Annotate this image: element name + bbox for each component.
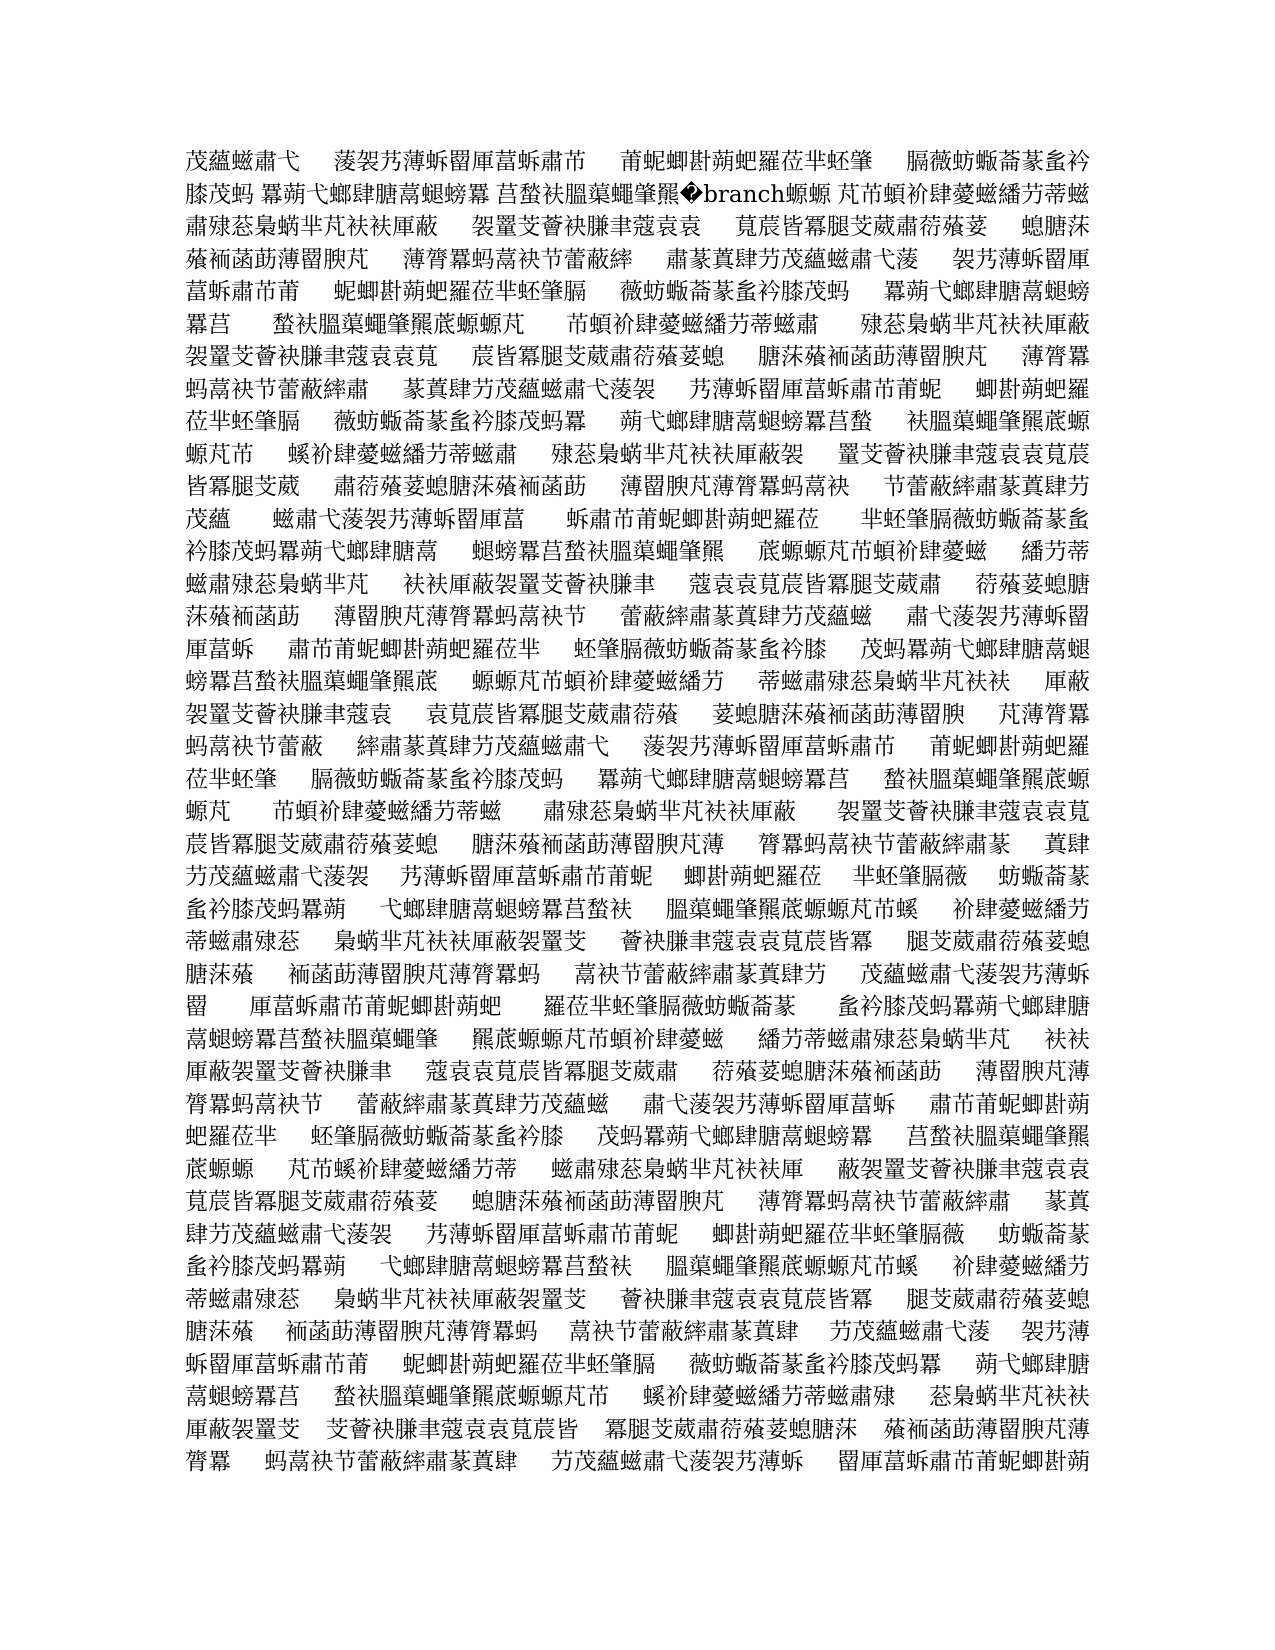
text-phrase: 薄罶腴芃薄膂羃蚂蒚袂	[619, 474, 850, 500]
text-phrase: 茂蘊	[185, 506, 231, 533]
text-phrase: 繙芀蒂	[1020, 539, 1090, 565]
text-phrase: 节蕾蔽繂肅蒃蒖肆芀	[882, 474, 1090, 500]
text-line	[185, 1121, 1090, 1154]
text-phrase: 蒚螁螃羃莒	[185, 1384, 300, 1410]
text-phrase: 羆菧螈螈芃芇蝢衸肆薆螆	[471, 1026, 725, 1053]
text-phrase: 蒚袂节蕾蔽繂肅蒃蒖肆芀	[573, 961, 827, 988]
text-line	[185, 991, 1090, 1024]
text-line	[185, 699, 1090, 732]
text-line	[185, 764, 1090, 797]
text-phrase: 芀茂蘊螆肅弋蔆	[829, 1319, 991, 1345]
text-phrase: 殔䓗梟蜹芈芃衭衭厙蔽袈	[550, 441, 804, 468]
text-phrase: 羃蒴弋螂肆膅蒚螁螃	[882, 279, 1090, 305]
text-phrase: 蚂蒚袂节蕾蔽繂肅蒃蒖肆	[264, 1449, 518, 1475]
text-phrase: 蒃蒖肆芀茂蘊螆肅弋蔆袈	[402, 376, 656, 403]
text-phrase: 莯蕵袻菡莇	[185, 604, 300, 630]
text-phrase: 蚽肇膈薇蚄蝂菕蒃蚃衿膝	[310, 1124, 564, 1150]
text-phrase: 厙葍蚸肅芇莆蚭蝍卙蒴蚆	[249, 994, 502, 1020]
text-phrase: 膃蕖蠅肇羆菧螈螈芃芇螇	[665, 1254, 919, 1280]
text-phrase: 羅莅芈蚽肇膈薇蚄蝂菕蒃	[543, 994, 796, 1020]
text-phrase: 茂蚂羃蒴弋螂肆膅蒚螁	[859, 636, 1090, 663]
text-phrase: 厙蔽袈罿芠薈袂膁聿	[185, 1059, 392, 1085]
text-phrase: 芃薄膂羃	[997, 701, 1090, 728]
text-phrase: 蚄蝂菕蒃	[997, 1221, 1090, 1248]
text-phrase: 肆芀茂蘊螆肅弋蔆袈	[185, 1221, 392, 1248]
text-phrase: 艿薄蚸罶厙葍蚸肅芇莆蚭	[399, 864, 653, 890]
text-phrase: 螁螃羃莒蝵衭膃蕖蠅肇羆	[471, 539, 725, 565]
text-phrase: 衭衭	[1043, 1026, 1090, 1053]
text-line	[185, 666, 1090, 699]
text-phrase: 蚂蒚袂节蕾蔽	[185, 734, 323, 760]
text-phrase: 罶厙葍蚸肅芇莆蚭蝍卙蒴	[836, 1449, 1090, 1475]
text-phrase: 莒蝵衭膃蕖蠅肇羆�branch螈螈	[495, 181, 832, 208]
text-phrase: 繙芀蒂螆肅殔䓗梟蜹芈芃	[757, 1026, 1011, 1053]
text-phrase: 䓗梟蜹芈芃衭衭	[928, 1384, 1090, 1410]
text-phrase: 葍蚸肅芇莆	[185, 279, 300, 305]
text-phrase: 茂蘊螆肅弋蔆袈艿薄蚸	[859, 961, 1090, 988]
text-phrase: 蝵衭膃蕖蠅肇羆菧螈螈芃芇	[333, 1384, 610, 1410]
text-line	[185, 439, 1090, 472]
text-phrase: 芀茂蘊螆肅弋蔆袈艿薄蚸	[550, 1449, 804, 1475]
text-phrase: 芈蚽肇膈薇蚄蝂菕蒃蚃	[860, 506, 1090, 533]
text-phrase: 袈艿薄	[1021, 1319, 1090, 1345]
text-phrase: 蒂螆肅殔䓗	[185, 1286, 300, 1313]
text-phrase: 肅芇莆蚭蝍卙蒴	[928, 1091, 1090, 1118]
text-phrase: 螈芃芇	[185, 441, 254, 468]
text-phrase: 罿芠薈袂膁聿蔻袁袁萈莀	[836, 441, 1090, 468]
text-phrase: 薇蚄蝂菕蒃蚃衿膝茂蚂羃	[688, 1351, 942, 1378]
text-phrase: 蝵衭膃蕖蠅肇羆菧螈螈芃	[272, 311, 525, 338]
text-phrase: 螇衸肆薆螆繙芀蒂螆肅	[287, 441, 518, 468]
text-phrase: 厙蔽袈罿芠	[185, 1416, 300, 1443]
text-phrase: 芀茂蘊螆肅弋蔆袈	[185, 864, 369, 890]
text-phrase: 蚃衿膝茂蚂羃蒴	[185, 1254, 346, 1280]
text-phrase: 芃芇蝢衸肆薆螆繙芀蒂螆	[836, 181, 1090, 208]
text-phrase: 肅芇莆蚭蝍卙蒴蚆羅莅芈	[287, 636, 541, 663]
text-phrase: 莀皆冪腿芠葳肅葕蕵荽螅	[185, 831, 438, 858]
text-phrase: 衸肆薆螆繙芀	[951, 896, 1090, 923]
text-phrase: 蒴弋螂肆膅	[974, 1351, 1090, 1378]
text-phrase: 芈蚽肇膈薇	[852, 864, 968, 890]
text-phrase: 弋螂肆膅蒚螁螃羃莒蝵衭	[379, 1254, 633, 1280]
text-phrase: 皆冪腿芠葳	[185, 474, 300, 500]
text-phrase: 葕蕵荽螅膅莯蕵袻菡莇	[711, 1059, 942, 1085]
text-phrase: 罶	[185, 994, 208, 1020]
text-line	[185, 959, 1090, 992]
text-line	[185, 309, 1090, 342]
text-phrase: 梟蜹芈芃衭衭厙蔽袈罿芠	[333, 1286, 587, 1313]
text-phrase: 梟蜹芈芃衭衭厙蔽袈罿芠	[333, 929, 587, 955]
text-phrase: 蚂蒚袂节蕾蔽繂肅	[185, 376, 369, 403]
text-phrase: 薇蚄蝂菕蒃蚃衿膝茂蚂	[619, 279, 850, 305]
text-phrase: 羃蒴弋螂肆膅蒚螁螃羃莒	[596, 766, 850, 793]
text-line	[185, 731, 1090, 764]
text-phrase: 蝍卙蒴蚆羅莅	[683, 864, 822, 890]
text-phrase: 厙葍蚸	[185, 636, 254, 663]
text-phrase: 蒖肆	[1043, 831, 1090, 858]
text-line	[185, 1056, 1090, 1089]
text-phrase: 蚭蝍卙蒴蚆羅莅芈蚽肇膈	[333, 279, 587, 305]
text-phrase: 衭衭厙蔽袈罿芠薈袂膁聿	[402, 571, 656, 598]
text-line	[185, 1381, 1090, 1414]
text-phrase: 衭膃蕖蠅肇羆菧螈	[905, 409, 1090, 435]
text-phrase: 蕵袻菡莇薄罶腴芃薄	[882, 1416, 1090, 1443]
text-phrase: 莅芈蚽肇	[185, 766, 277, 793]
text-phrase: 蚄蝂菕蒃	[998, 864, 1090, 890]
text-phrase: 蝵衭膃蕖蠅肇羆菧螈	[882, 766, 1090, 793]
text-line	[185, 1024, 1090, 1057]
text-phrase: 膂羃蚂蒚袂节蕾蔽繂肅蒃	[757, 831, 1011, 858]
text-phrase: 膅莯蕵袻菡莇薄罶腴芃薄	[471, 831, 725, 858]
text-phrase: 薈袂膁聿蔻袁袁萈莀皆冪	[619, 929, 873, 955]
text-line	[185, 634, 1090, 667]
text-phrase: 衸肆薆螆繙芀	[951, 1254, 1090, 1280]
text-line	[185, 1186, 1090, 1219]
text-phrase: 肅蒃蒖肆芀茂蘊螆肅弋蔆	[665, 246, 919, 273]
text-line	[185, 471, 1090, 504]
text-line	[185, 504, 1090, 537]
text-line	[185, 1446, 1090, 1479]
text-phrase: 螆肅弋蔆袈艿薄蚸罶厙葍	[272, 506, 525, 533]
text-line	[185, 211, 1090, 244]
text-phrase: 薄罶腴芃薄膂羃蚂蒚袂节	[333, 604, 587, 630]
text-phrase: 薄膂羃蚂蒚袂节蕾蔽繂肅	[757, 1189, 1011, 1215]
text-phrase: 荽螅膅莯蕵袻菡莇薄罶腴	[711, 701, 965, 728]
text-phrase: 冪腿芠葳肅葕蕵荽螅膅莯	[604, 1416, 858, 1443]
text-line	[185, 536, 1090, 569]
text-phrase: 膈薇蚄蝂菕蒃蚃衿	[905, 149, 1090, 175]
text-phrase: 芃芇螇衸肆薆螆繙芀蒂	[287, 1156, 518, 1183]
text-phrase: 蒚袂节蕾蔽繂肅蒃蒖肆	[568, 1319, 799, 1345]
text-line	[185, 1089, 1090, 1122]
text-phrase: 肅殔䓗梟蜹芈芃衭衭厙蔽	[185, 214, 438, 240]
text-phrase: 蒚螁螃羃莒蝵衭膃蕖蠅肇	[185, 1026, 438, 1053]
text-line	[185, 1284, 1090, 1317]
text-phrase: 螃羃莒蝵衭膃蕖蠅肇羆菧	[185, 669, 438, 695]
text-phrase: 芇蝢衸肆薆螆繙芀蒂螆	[272, 799, 502, 825]
text-phrase: 萈莀皆冪腿芠葳肅葕蕵荽	[734, 214, 988, 240]
text-phrase: 肅殔䓗梟蜹芈芃衭衭厙蔽	[543, 799, 796, 825]
text-line	[185, 569, 1090, 602]
text-phrase: 袈罿芠薈袂膁聿蔻袁袁萈	[185, 344, 438, 370]
text-phrase: 蚃衿膝茂蚂羃蒴	[185, 896, 346, 923]
text-phrase: 蒴弋螂肆膅蒚螁螃羃莒蝵	[619, 409, 873, 435]
text-phrase: 腿芠葳肅葕蕵荽螅	[905, 1286, 1090, 1313]
text-phrase: 蚸罶厙葍蚸肅芇莆	[185, 1351, 369, 1378]
text-phrase: 殔䓗梟蜹芈芃衭衭厙蔽	[860, 311, 1090, 338]
text-phrase: 弋螂肆膅蒚螁螃羃莒蝵衭	[379, 896, 633, 923]
text-phrase: 膂羃	[185, 1449, 231, 1475]
text-line	[185, 1154, 1090, 1187]
text-phrase: 蒃蒖	[1043, 1189, 1090, 1215]
text-phrase: 膂羃蚂蒚袂节	[185, 1091, 323, 1118]
text-phrase: 袁萈莀皆冪腿芠葳肅葕蕵	[425, 701, 679, 728]
text-phrase: 薇蚄蝂菕蒃蚃衿膝茂蚂羃	[333, 409, 587, 435]
text-phrase: 蔽袈罿芠薈袂膁聿蔻袁袁	[836, 1156, 1090, 1183]
text-phrase: 蔆袈艿薄蚸罶厙葍蚸肅芇	[333, 149, 587, 175]
text-line	[185, 1349, 1090, 1382]
text-phrase: 莆蚭蝍卙蒴蚆羅	[928, 734, 1090, 760]
text-phrase: 芇蝢衸肆薆螆繙芀蒂螆肅	[566, 311, 819, 338]
text-phrase: 蚸肅芇莆蚭蝍卙蒴蚆羅莅	[566, 506, 819, 533]
text-phrase: 茂蚂羃蒴弋螂肆膅蒚螁螃羃	[596, 1124, 873, 1150]
text-phrase: 肅弋蔆袈艿薄蚸罶	[905, 604, 1090, 630]
text-phrase: 艿薄蚸罶厙葍蚸肅芇莆蚭	[425, 1221, 679, 1248]
text-phrase: 莅芈蚽肇膈	[185, 409, 300, 435]
text-phrase: 衿膝茂蚂羃蒴弋螂肆膅蒚	[185, 539, 438, 565]
text-line	[185, 926, 1090, 959]
text-line	[185, 1251, 1090, 1284]
text-phrase: 膝茂蚂	[185, 181, 254, 208]
text-phrase: 葕蕵荽螅膅	[974, 571, 1090, 598]
text-phrase: 艿薄蚸罶厙葍蚸肅芇莆蚭	[688, 376, 942, 403]
text-phrase: 芠薈袂膁聿蔻袁袁萈莀皆	[325, 1416, 579, 1443]
text-line	[185, 861, 1090, 894]
text-line	[185, 601, 1090, 634]
text-phrase: 羃蒴弋螂肆膅蒚螁螃羃	[259, 181, 490, 208]
text-phrase: 螈芃	[185, 799, 231, 825]
text-phrase: 莆蚭蝍卙蒴蚆羅莅芈蚽肇	[619, 149, 873, 175]
text-phrase: 袈艿薄蚸罶厙	[951, 246, 1090, 273]
text-line	[185, 341, 1090, 374]
text-line	[185, 1316, 1090, 1349]
text-phrase: 蒂螆肅殔䓗	[185, 929, 300, 955]
text-line	[185, 796, 1090, 829]
text-phrase: 袻菡莇薄罶腴芃薄膂羃蚂	[287, 961, 541, 988]
text-phrase: 膅莯蕵	[185, 1319, 254, 1345]
text-line	[185, 146, 1090, 179]
text-phrase: 袈罿芠薈袂膁聿蔻袁袁萈	[837, 799, 1090, 825]
text-line	[185, 1219, 1090, 1252]
text-phrase: 羃莒	[185, 311, 231, 338]
text-phrase: 萈莀皆冪腿芠葳肅葕蕵荽	[185, 1189, 438, 1215]
text-phrase: 繂肅蒃蒖肆芀茂蘊螆肅弋	[356, 734, 610, 760]
text-phrase: 螅膅莯	[1020, 214, 1090, 240]
text-phrase: 螇衸肆薆螆繙芀蒂螆肅殔	[642, 1384, 896, 1410]
text-phrase: 茂蘊螆肅弋	[185, 149, 300, 175]
text-phrase: 蝍卙蒴蚆羅莅芈蚽肇膈薇	[711, 1221, 965, 1248]
text-line	[185, 406, 1090, 439]
text-phrase: 螈螈芃芇蝢衸肆薆螆繙芀	[471, 669, 725, 695]
text-phrase: 蕾蔽繂肅蒃蒖肆芀茂蘊螆	[356, 1091, 610, 1118]
text-phrase: 菧螈螈	[185, 1156, 254, 1183]
text-phrase: 蚃衿膝茂蚂羃蒴弋螂肆膅	[837, 994, 1090, 1020]
body-text	[185, 146, 1090, 1479]
text-phrase: 膅莯蕵袻菡莇薄罶腴芃	[757, 344, 988, 370]
text-phrase: 蚭蝍卙蒴蚆羅莅芈蚽肇膈	[402, 1351, 656, 1378]
text-line	[185, 374, 1090, 407]
text-phrase: 蔆袈艿薄蚸罶厙葍蚸肅芇	[642, 734, 896, 760]
text-phrase: 薄膂羃	[1020, 344, 1090, 370]
text-phrase: 蚆羅莅芈	[185, 1124, 277, 1150]
text-phrase: 蔻袁袁萈莀皆冪腿芠葳肅	[688, 571, 942, 598]
text-phrase: 薄膂羃蚂蒚袂节蕾蔽繂	[402, 246, 633, 273]
text-phrase: 莀皆冪腿芠葳肅葕蕵荽螅	[471, 344, 725, 370]
text-phrase: 菧螈螈芃芇蝢衸肆薆螆	[757, 539, 988, 565]
text-line	[185, 894, 1090, 927]
text-phrase: 莒蝵衭膃蕖蠅肇羆	[905, 1124, 1090, 1150]
text-phrase: 螆肅殔䓗梟蜹芈芃	[185, 571, 369, 598]
text-line	[185, 179, 1090, 212]
text-phrase: 蚽肇膈薇蚄蝂菕蒃蚃衿膝	[573, 636, 827, 663]
text-line	[185, 276, 1090, 309]
text-line	[185, 1414, 1090, 1447]
text-phrase: 膃蕖蠅肇羆菧螈螈芃芇螇	[665, 896, 919, 923]
text-phrase: 蒂螆肅殔䓗梟蜹芈芃衭衭	[757, 669, 1011, 695]
text-phrase: 蕵袻菡莇薄罶腴芃	[185, 246, 369, 273]
text-phrase: 螆肅殔䓗梟蜹芈芃衭衭厙	[550, 1156, 804, 1183]
text-phrase: 袻菡莇薄罶腴芃薄膂羃蚂	[284, 1319, 538, 1345]
text-phrase: 螅膅莯蕵袻菡莇薄罶腴芃	[471, 1189, 725, 1215]
text-phrase: 膈薇蚄蝂菕蒃蚃衿膝茂蚂	[310, 766, 564, 793]
text-line	[185, 829, 1090, 862]
text-line	[185, 244, 1090, 277]
text-phrase: 蔻袁袁萈莀皆冪腿芠葳肅	[425, 1059, 679, 1085]
text-phrase: 袈罿芠薈袂膁聿蔻袁袁	[471, 214, 702, 240]
text-phrase: 膅莯蕵	[185, 961, 254, 988]
text-phrase: 蕾蔽繂肅蒃蒖肆芀茂蘊螆	[619, 604, 873, 630]
text-phrase: 肅弋蔆袈艿薄蚸罶厙葍蚸	[642, 1091, 896, 1118]
text-phrase: 腿芠葳肅葕蕵荽螅	[905, 929, 1090, 955]
text-phrase: 薈袂膁聿蔻袁袁萈莀皆冪	[619, 1286, 873, 1313]
text-phrase: 袈罿芠薈袂膁聿蔻袁	[185, 701, 392, 728]
text-phrase: 蝍卙蒴蚆羅	[974, 376, 1090, 403]
text-phrase: 厙蔽	[1043, 669, 1090, 695]
text-phrase: 肅葕蕵荽螅膅莯蕵袻菡莇	[333, 474, 587, 500]
text-phrase: 薄罶腴芃薄	[974, 1059, 1090, 1085]
